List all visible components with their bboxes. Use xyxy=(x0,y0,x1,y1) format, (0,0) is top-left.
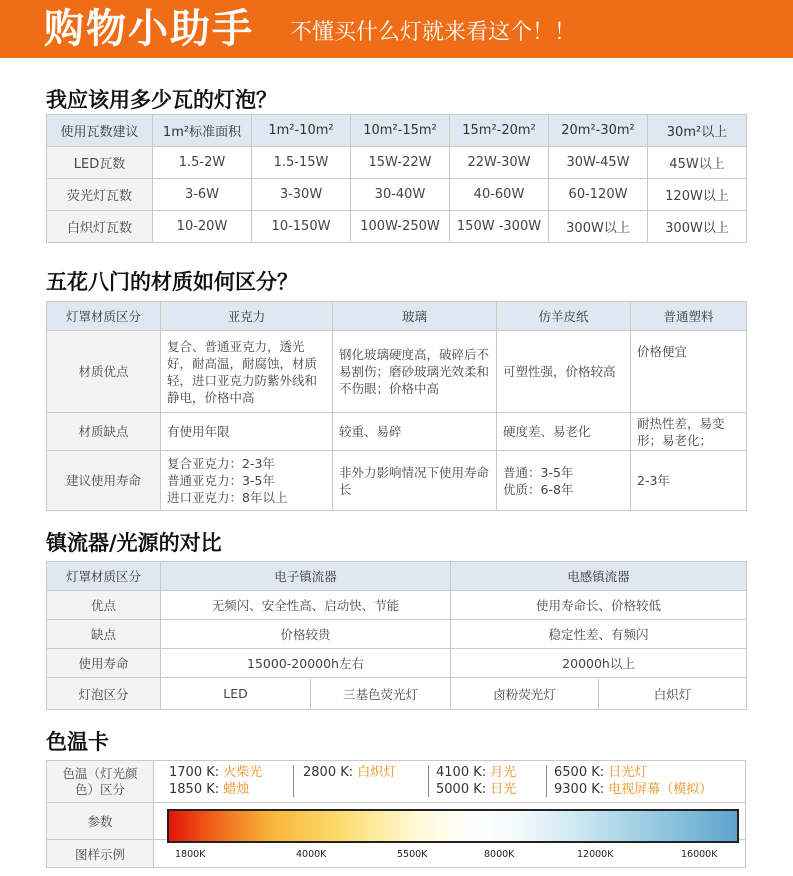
table-cell: 卤粉荧光灯 xyxy=(451,678,599,710)
scale-tick: 5500K xyxy=(397,849,428,860)
table-cell: 价格较贵 xyxy=(161,620,451,649)
temp-name: 日光 xyxy=(490,782,517,797)
table-cell: 40-60W xyxy=(450,179,549,211)
header-cell: 使用瓦数建议 xyxy=(47,115,153,147)
table-cell: 10-20W xyxy=(153,211,252,243)
table-cell: LED xyxy=(161,678,311,710)
table-cell: 价格便宜 xyxy=(631,331,747,413)
temp-name: 日光灯 xyxy=(608,765,648,780)
table-cell: 30W-45W xyxy=(549,147,648,179)
table-cell: 较重、易碎 xyxy=(333,413,497,451)
table-row xyxy=(47,649,747,678)
table-cell: 150W -300W xyxy=(450,211,549,243)
table-row xyxy=(47,179,747,211)
header-cell: 亚克力 xyxy=(161,302,333,331)
banner-title: 购物小助手 xyxy=(44,6,254,52)
table-header-row xyxy=(47,562,747,591)
row-label: 色温（灯光颜色）区分 xyxy=(47,761,154,802)
table-cell: 钢化玻璃硬度高，破碎后不易割伤；磨砂玻璃光效柔和不伤眼；价格中高 xyxy=(333,331,497,413)
temp-name: 白炽灯 xyxy=(357,765,397,780)
table-cell: 45W以上 xyxy=(648,147,747,179)
scale-tick: 8000K xyxy=(484,849,515,860)
temp-value: 2800 K: xyxy=(303,765,354,780)
section-title-materials: 五花八门的材质如何区分？ xyxy=(46,270,298,294)
color-temperature-card xyxy=(46,760,746,868)
table-cell: 白炽灯 xyxy=(599,678,747,710)
table-row xyxy=(47,211,747,243)
table-cell: 普通：3-5年 优质：6-8年 xyxy=(497,451,631,511)
row-label: 材质缺点 xyxy=(47,413,161,451)
section-title-wattage: 我应该用多少瓦的灯泡？ xyxy=(46,88,277,112)
header-cell: 灯罩材质区分 xyxy=(47,302,161,331)
temp-value: 4100 K: xyxy=(436,765,487,780)
table-cell: 3-6W xyxy=(153,179,252,211)
table-cell: 3-30W xyxy=(252,179,351,211)
wattage-table xyxy=(46,114,747,243)
row-label: 灯泡区分 xyxy=(47,678,161,710)
table-cell: 复合、普通亚克力，透光好，耐高温，耐腐蚀，材质轻，进口亚克力防紫外线和静电，价格中高 xyxy=(161,331,333,413)
table-cell: 10-150W xyxy=(252,211,351,243)
header-cell: 1m²-10m² xyxy=(252,115,351,147)
row-label: 材质优点 xyxy=(47,331,161,413)
table-row xyxy=(47,413,747,451)
header-cell: 20m²-30m² xyxy=(549,115,648,147)
table-cell: 无频闪、安全性高、启动快、节能 xyxy=(161,591,451,620)
table-cell: 三基色荧光灯 xyxy=(311,678,451,710)
row-label: 参数 xyxy=(47,803,154,839)
table-row xyxy=(47,451,747,511)
table-cell: 15W-22W xyxy=(351,147,450,179)
banner-subtitle: 不懂买什么灯就来看这个！！ xyxy=(290,20,577,45)
header-cell: 普通塑料 xyxy=(631,302,747,331)
table-cell: 300W以上 xyxy=(549,211,648,243)
scale-tick: 4000K xyxy=(296,849,327,860)
temp-group-warm xyxy=(169,761,297,801)
section-title-color-temp: 色温卡 xyxy=(46,730,109,754)
row-label: 使用寿命 xyxy=(47,649,161,678)
header-cell: 玻璃 xyxy=(333,302,497,331)
scale-tick: 1800K xyxy=(175,849,206,860)
divider xyxy=(293,765,294,797)
table-row xyxy=(47,620,747,649)
table-cell: 2-3年 xyxy=(631,451,747,511)
table-cell: 复合亚克力：2-3年 普通亚克力：3-5年 进口亚克力：8年以上 xyxy=(161,451,333,511)
table-cell: 可塑性强，价格较高 xyxy=(497,331,631,413)
divider xyxy=(47,802,745,803)
table-cell: 22W-30W xyxy=(450,147,549,179)
temp-name: 火柴光 xyxy=(223,765,263,780)
table-cell: 非外力影响情况下使用寿命长 xyxy=(333,451,497,511)
ballast-table xyxy=(46,561,747,710)
header-cell: 15m²-20m² xyxy=(450,115,549,147)
temp-group-cool xyxy=(554,761,744,801)
header-cell: 电感镇流器 xyxy=(451,562,747,591)
divider xyxy=(546,765,547,797)
temp-name: 电视屏幕（模拟） xyxy=(608,782,713,797)
temp-name: 蜡烛 xyxy=(223,782,250,797)
scale-tick: 12000K xyxy=(577,849,614,860)
table-cell: 使用寿命长、价格较低 xyxy=(451,591,747,620)
table-cell: 30-40W xyxy=(351,179,450,211)
table-cell: 100W-250W xyxy=(351,211,450,243)
temp-value: 6500 K: xyxy=(554,765,605,780)
table-cell: 有使用年限 xyxy=(161,413,333,451)
table-header-row xyxy=(47,115,747,147)
divider xyxy=(428,765,429,797)
table-cell: 120W以上 xyxy=(648,179,747,211)
row-label: 图样示例 xyxy=(47,840,154,867)
row-label: 优点 xyxy=(47,591,161,620)
table-cell: 耐热性差，易变形；易老化； xyxy=(631,413,747,451)
section-title-ballast: 镇流器/光源的对比 xyxy=(46,531,222,555)
table-cell: 60-120W xyxy=(549,179,648,211)
table-cell: 稳定性差、有频闪 xyxy=(451,620,747,649)
header-cell: 30m²以上 xyxy=(648,115,747,147)
table-row xyxy=(47,147,747,179)
row-label: 荧光灯瓦数 xyxy=(47,179,153,211)
temp-group-neutral xyxy=(436,761,548,801)
temp-value: 5000 K: xyxy=(436,782,487,797)
row-label: 白炽灯瓦数 xyxy=(47,211,153,243)
header-cell: 1m²标准面积 xyxy=(153,115,252,147)
table-row xyxy=(47,591,747,620)
temp-group-incandescent xyxy=(303,761,431,801)
table-cell: 300W以上 xyxy=(648,211,747,243)
header-banner xyxy=(0,0,793,58)
header-cell: 灯罩材质区分 xyxy=(47,562,161,591)
temp-value: 1700 K: xyxy=(169,765,220,780)
table-cell: 20000h以上 xyxy=(451,649,747,678)
color-temperature-gradient xyxy=(167,809,739,843)
table-row xyxy=(47,331,747,413)
header-cell: 10m²-15m² xyxy=(351,115,450,147)
temp-value: 9300 K: xyxy=(554,782,605,797)
table-cell: 1.5-2W xyxy=(153,147,252,179)
table-row xyxy=(47,678,747,710)
temp-value: 1850 K: xyxy=(169,782,220,797)
header-cell: 仿羊皮纸 xyxy=(497,302,631,331)
table-cell: 15000-20000h左右 xyxy=(161,649,451,678)
materials-table xyxy=(46,301,747,511)
table-cell: 1.5-15W xyxy=(252,147,351,179)
header-cell: 电子镇流器 xyxy=(161,562,451,591)
row-label: 建议使用寿命 xyxy=(47,451,161,511)
table-cell: 硬度差、易老化 xyxy=(497,413,631,451)
temp-name: 月光 xyxy=(490,765,517,780)
scale-tick: 16000K xyxy=(681,849,718,860)
row-label: 缺点 xyxy=(47,620,161,649)
row-label: LED瓦数 xyxy=(47,147,153,179)
table-header-row xyxy=(47,302,747,331)
